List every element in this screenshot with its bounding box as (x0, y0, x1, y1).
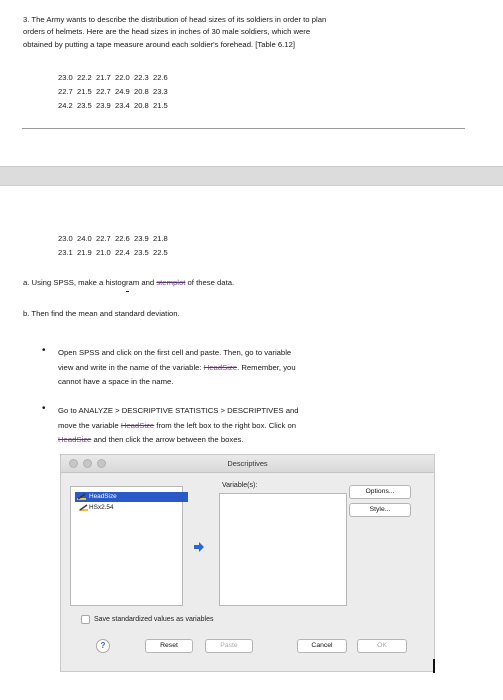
ok-button[interactable]: OK (357, 639, 407, 653)
data-row: 22.7 21.5 22.7 24.9 20.8 23.3 (58, 86, 168, 96)
text-cursor-icon (433, 659, 435, 673)
data-table-top (58, 71, 168, 112)
divider (22, 128, 465, 129)
part-a-struck-word: stemplot (156, 278, 186, 287)
pencil-ruler-icon (77, 493, 87, 501)
page-gap (0, 166, 503, 186)
struck-variable-name: HeadSize (203, 362, 238, 372)
data-row: 23.0 24.0 22.7 22.6 23.9 21.8 (58, 234, 168, 243)
move-right-arrow-icon[interactable] (192, 541, 206, 553)
cancel-button[interactable]: Cancel (297, 639, 347, 653)
variable-item-label: HeadSize (89, 493, 117, 500)
part-a-after: of these data. (185, 278, 235, 287)
bullet-dot: • (42, 345, 46, 356)
bullet-line-part: and then click the arrow between the boxes. (91, 435, 244, 444)
struck-variable-name: HeadSize (58, 435, 92, 444)
bullet-2-text (58, 404, 299, 448)
data-row: 23.0 22.2 21.7 22.0 22.3 22.6 (58, 73, 168, 82)
bullet-line (58, 433, 299, 448)
question-text (23, 14, 485, 51)
part-a-text (23, 276, 234, 289)
part-a-before: a. Using SPSS, make a histogram and (23, 278, 157, 287)
data-table-bottom (58, 232, 168, 260)
variable-item-label: HSx2.54 (89, 504, 114, 511)
variables-label: Variable(s): (222, 482, 258, 489)
bullet-1-text (58, 346, 296, 390)
part-b-text: b. Then find the mean and standard deviation. (23, 309, 180, 318)
save-standardized-label: Save standardized values as variables (94, 616, 214, 623)
bullet-line-part: . Remember, you (237, 362, 296, 372)
descriptives-dialog (60, 454, 435, 672)
bullet-line (58, 419, 299, 434)
dialog-titlebar (61, 455, 434, 473)
help-icon[interactable]: ? (96, 639, 110, 653)
style-button[interactable]: Style... (349, 503, 411, 517)
options-button[interactable]: Options... (349, 485, 411, 499)
paste-button[interactable]: Paste (205, 639, 253, 653)
stray-mark (126, 291, 129, 292)
question-line: 3. The Army wants to describe the distribution of head sizes of its soldiers in order to plan (23, 15, 327, 24)
bullet-line-part: from the left box to the right box. Click on (154, 420, 297, 430)
bullet-line: cannot have a space in the name. (58, 377, 174, 386)
bullet-line-part: view and write in the name of the variable: (58, 362, 204, 372)
question-line: obtained by putting a tape measure around each soldier's forehead. [Table 6.12] (23, 39, 295, 49)
variable-item-headsize[interactable] (75, 492, 188, 502)
source-variable-list[interactable] (70, 486, 183, 606)
bullet-line: Go to ANALYZE > DESCRIPTIVE STATISTICS > DESCRIPTIVES and (58, 406, 299, 415)
struck-variable-name: HeadSize (120, 420, 155, 430)
dialog-title: Descriptives (227, 459, 268, 468)
bullet-line-part: move the variable (58, 420, 121, 430)
save-standardized-checkbox[interactable] (81, 615, 90, 624)
variable-item-hsx254[interactable] (77, 503, 114, 513)
bullet-dot: • (42, 403, 46, 414)
pencil-ruler-icon (79, 504, 89, 512)
bullet-line: Open SPSS and click on the first cell and paste. Then, go to variable (58, 348, 292, 357)
data-row: 23.1 21.9 21.0 22.4 23.5 22.5 (58, 247, 168, 257)
target-variable-list[interactable] (219, 493, 347, 606)
bullet-line (58, 361, 296, 376)
question-line: orders of helmets. Here are the head sizes in inches of 30 male soldiers, which were (23, 27, 311, 37)
data-row: 24.2 23.5 23.9 23.4 20.8 21.5 (58, 100, 168, 110)
reset-button[interactable]: Reset (145, 639, 193, 653)
